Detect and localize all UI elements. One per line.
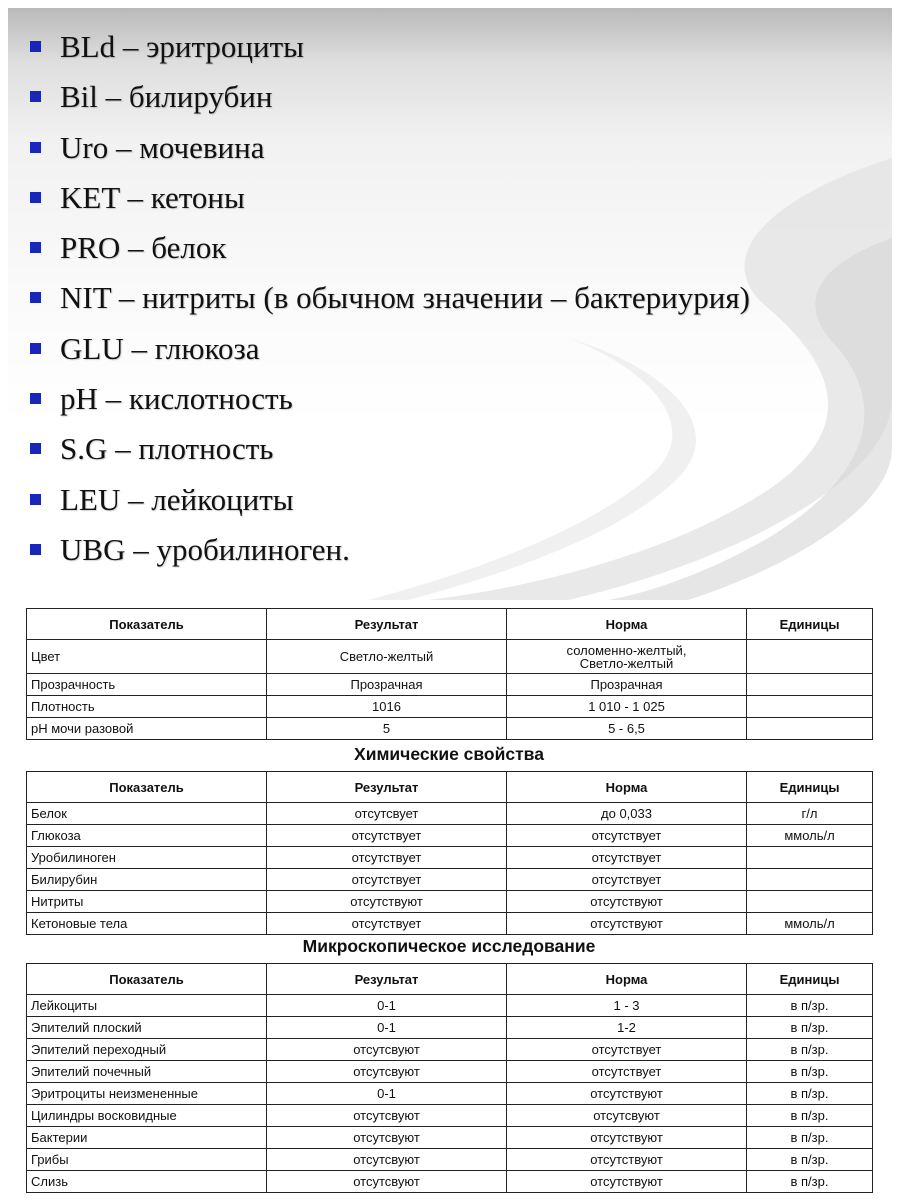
cell-units: в п/зр. <box>747 1171 873 1193</box>
cell-result: отсутствуют <box>267 891 507 913</box>
cell-units: в п/зр. <box>747 995 873 1017</box>
list-item: Bil – билирубин <box>8 72 750 122</box>
cell-result: отсутствует <box>267 825 507 847</box>
cell-indicator: Грибы <box>27 1149 267 1171</box>
table-row <box>27 1017 873 1039</box>
physical-properties-table <box>26 608 873 740</box>
cell-result: отсутствует <box>267 869 507 891</box>
cell-indicator: Белок <box>27 803 267 825</box>
cell-units: в п/зр. <box>747 1039 873 1061</box>
section-title-chemical: Химические свойства <box>354 744 544 764</box>
bullet-square-icon <box>30 494 41 505</box>
cell-result: отсутсвуют <box>267 1171 507 1193</box>
header-indicator: Показатель <box>27 772 267 803</box>
cell-norm: 1 - 3 <box>507 995 747 1017</box>
cell-indicator: Слизь <box>27 1171 267 1193</box>
cell-norm: 1 010 - 1 025 <box>507 696 747 718</box>
table-row <box>27 640 873 674</box>
cell-units: в п/зр. <box>747 1083 873 1105</box>
cell-units <box>747 640 873 674</box>
cell-norm: отсутствует <box>507 1061 747 1083</box>
cell-result: Прозрачная <box>267 674 507 696</box>
cell-indicator: Лейкоциты <box>27 995 267 1017</box>
list-item: NIT – нитриты (в обычном значении – бактериурия) <box>8 273 750 323</box>
cell-units: в п/зр. <box>747 1105 873 1127</box>
cell-units <box>747 869 873 891</box>
list-item: pH – кислотность <box>8 374 750 424</box>
header-norm: Норма <box>507 772 747 803</box>
table-row <box>27 891 873 913</box>
table-row <box>27 995 873 1017</box>
table-header-row <box>27 964 873 995</box>
cell-result: отсутсвуют <box>267 1061 507 1083</box>
header-result: Результат <box>267 964 507 995</box>
cell-indicator: Бактерии <box>27 1127 267 1149</box>
cell-indicator: Билирубин <box>27 869 267 891</box>
presentation-slide <box>8 8 892 600</box>
cell-units <box>747 674 873 696</box>
bullet-square-icon <box>30 443 41 454</box>
cell-norm: отсутствует <box>507 825 747 847</box>
table-header-row <box>27 772 873 803</box>
cell-units: ммоль/л <box>747 913 873 935</box>
cell-indicator: pH мочи разовой <box>27 718 267 740</box>
table-row <box>27 1083 873 1105</box>
header-indicator: Показатель <box>27 609 267 640</box>
table-row <box>27 869 873 891</box>
cell-norm: 5 - 6,5 <box>507 718 747 740</box>
cell-indicator: Эпителий переходный <box>27 1039 267 1061</box>
cell-result: отсутсвуют <box>267 1149 507 1171</box>
cell-result: Светло-желтый <box>267 640 507 674</box>
header-units: Единицы <box>747 609 873 640</box>
list-item: UBG – уробилиноген. <box>8 525 750 575</box>
cell-result: 0-1 <box>267 995 507 1017</box>
bullet-square-icon <box>30 242 41 253</box>
table-row <box>27 913 873 935</box>
cell-units: в п/зр. <box>747 1149 873 1171</box>
header-norm: Норма <box>507 964 747 995</box>
table-row <box>27 803 873 825</box>
cell-norm: отсутсвуют <box>507 1105 747 1127</box>
cell-units <box>747 696 873 718</box>
section-title-microscopic: Микроскопическое исследование <box>302 936 596 956</box>
list-item: LEU – лейкоциты <box>8 475 750 525</box>
list-item: S.G – плотность <box>8 424 750 474</box>
cell-indicator: Цвет <box>27 640 267 674</box>
cell-units: в п/зр. <box>747 1061 873 1083</box>
cell-indicator: Уробилиноген <box>27 847 267 869</box>
list-item: PRO – белок <box>8 223 750 273</box>
cell-norm: отсутствует <box>507 847 747 869</box>
list-item: KET – кетоны <box>8 173 750 223</box>
list-item: Uro – мочевина <box>8 123 750 173</box>
cell-indicator: Эпителий почечный <box>27 1061 267 1083</box>
cell-indicator: Нитриты <box>27 891 267 913</box>
cell-units: ммоль/л <box>747 825 873 847</box>
cell-units: в п/зр. <box>747 1127 873 1149</box>
cell-result: отсутствует <box>267 847 507 869</box>
table-row <box>27 1149 873 1171</box>
cell-result: 0-1 <box>267 1083 507 1105</box>
table-row <box>27 674 873 696</box>
abbreviation-list <box>8 22 750 575</box>
cell-indicator: Эпителий плоский <box>27 1017 267 1039</box>
cell-units <box>747 891 873 913</box>
cell-result: отсутсвуют <box>267 1039 507 1061</box>
header-result: Результат <box>267 772 507 803</box>
table-row <box>27 1039 873 1061</box>
table-header-row <box>27 609 873 640</box>
cell-norm: Прозрачная <box>507 674 747 696</box>
cell-indicator: Цилиндры восковидные <box>27 1105 267 1127</box>
cell-indicator: Эритроциты неизмененные <box>27 1083 267 1105</box>
table-row <box>27 1105 873 1127</box>
list-item: GLU – глюкоза <box>8 324 750 374</box>
header-norm: Норма <box>507 609 747 640</box>
table-row <box>27 847 873 869</box>
cell-norm: отсутствуют <box>507 1171 747 1193</box>
cell-norm: соломенно-желтый, Светло-желтый <box>507 640 747 674</box>
bullet-square-icon <box>30 292 41 303</box>
table-row <box>27 1127 873 1149</box>
cell-units: г/л <box>747 803 873 825</box>
cell-units <box>747 847 873 869</box>
cell-norm: до 0,033 <box>507 803 747 825</box>
cell-indicator: Прозрачность <box>27 674 267 696</box>
cell-result: отсутствует <box>267 913 507 935</box>
table-row <box>27 696 873 718</box>
cell-norm: отсутствуют <box>507 913 747 935</box>
table-row <box>27 1171 873 1193</box>
list-item: BLd – эритроциты <box>8 22 750 72</box>
cell-result: отсутсвуют <box>267 1127 507 1149</box>
microscopic-table <box>26 963 873 1193</box>
cell-norm: отсутствует <box>507 1039 747 1061</box>
table-row <box>27 1061 873 1083</box>
bullet-square-icon <box>30 91 41 102</box>
bullet-square-icon <box>30 544 41 555</box>
header-result: Результат <box>267 609 507 640</box>
chemical-properties-table <box>26 771 873 935</box>
cell-units: в п/зр. <box>747 1017 873 1039</box>
header-units: Единицы <box>747 964 873 995</box>
cell-norm: отсутствуют <box>507 891 747 913</box>
bullet-square-icon <box>30 192 41 203</box>
cell-result: 1016 <box>267 696 507 718</box>
cell-result: 0-1 <box>267 1017 507 1039</box>
cell-indicator: Кетоновые тела <box>27 913 267 935</box>
cell-indicator: Глюкоза <box>27 825 267 847</box>
table-row <box>27 718 873 740</box>
cell-result: отсутсвуют <box>267 1105 507 1127</box>
cell-result: 5 <box>267 718 507 740</box>
bullet-square-icon <box>30 393 41 404</box>
cell-norm: отсутствуют <box>507 1083 747 1105</box>
cell-indicator: Плотность <box>27 696 267 718</box>
cell-result: отсутсвует <box>267 803 507 825</box>
header-units: Единицы <box>747 772 873 803</box>
bullet-square-icon <box>30 142 41 153</box>
cell-units <box>747 718 873 740</box>
cell-norm: 1-2 <box>507 1017 747 1039</box>
cell-norm: отсутствуют <box>507 1127 747 1149</box>
bullet-square-icon <box>30 343 41 354</box>
header-indicator: Показатель <box>27 964 267 995</box>
cell-norm: отсутствуют <box>507 1149 747 1171</box>
cell-norm: отсутствует <box>507 869 747 891</box>
bullet-square-icon <box>30 41 41 52</box>
table-row <box>27 825 873 847</box>
